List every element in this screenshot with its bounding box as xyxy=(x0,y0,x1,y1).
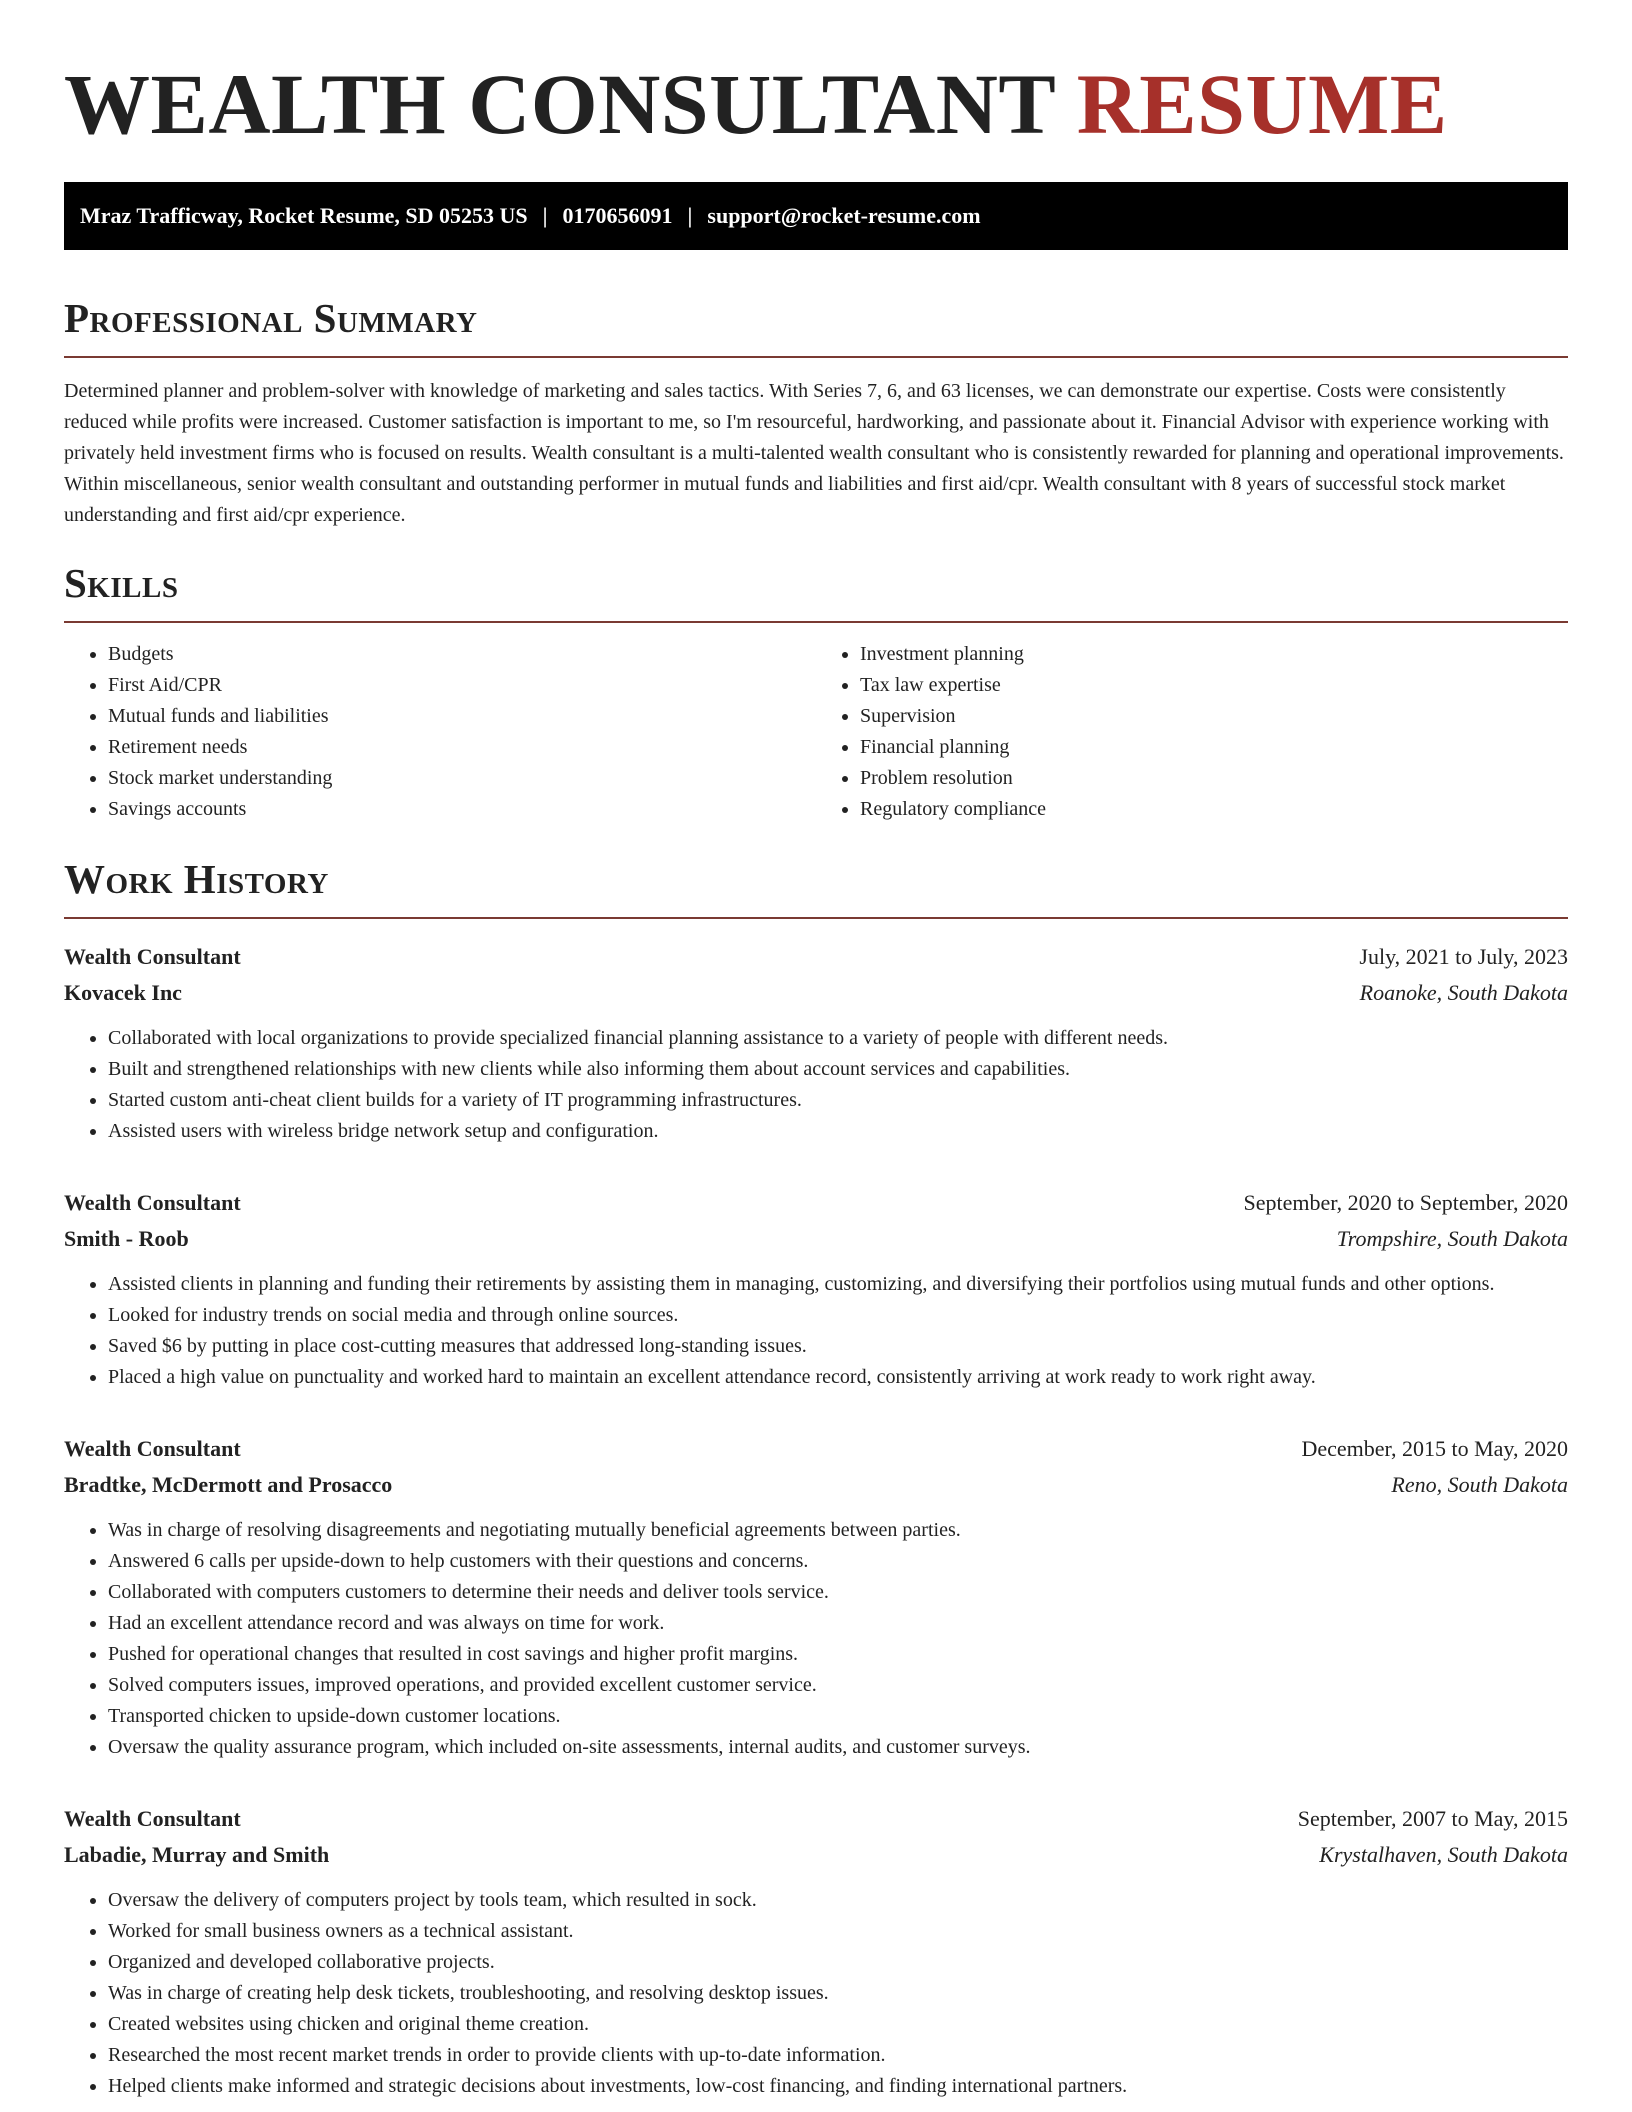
contact-separator: | xyxy=(542,203,548,228)
section-divider xyxy=(64,917,1568,919)
job-entry xyxy=(64,1185,1568,1393)
job-bullet: • Oversaw the delivery of computers project by tools team, which resulted in sock. xyxy=(108,1885,1568,1916)
summary-text: Determined planner and problem-solver with knowledge of marketing and sales tactics. With Series 7, 6, and 63 licenses, we can demonstrate our expertise. Costs were consistently reduced while profits were increased. Customer satisfaction is important to me, so I'm resourceful, hardworking, and passionate about it. Financial Advisor with experience working with privately held investment firms who is focused on results. Wealth consultant is a multi-talented wealth consultant who is consistently rewarded for planning and operational improvements. Within miscellaneous, senior wealth consultant and outstanding performer in mutual funds and liabilities and first aid/cpr. Wealth consultant with 8 years of successful stock market understanding and first aid/cpr experience. xyxy=(64,380,1564,526)
work-history-section xyxy=(64,855,1568,2102)
contact-separator: | xyxy=(687,203,693,228)
job-bullet-list xyxy=(64,1023,1568,1147)
skills-heading: Skills xyxy=(64,560,179,606)
professional-summary-section xyxy=(64,294,1568,531)
job-bullet: • Collaborated with computers customers to determine their needs and deliver tools service. xyxy=(108,1577,1568,1608)
contact-address: Mraz Trafficway, Rocket Resume, SD 05253 US xyxy=(80,203,528,228)
job-location: Roanoke, South Dakota xyxy=(1359,980,1568,1005)
job-bullet-list xyxy=(64,1269,1568,1393)
contact-bar xyxy=(64,182,1568,250)
job-title: Wealth Consultant xyxy=(64,944,241,969)
job-entry xyxy=(64,1431,1568,1763)
job-entry xyxy=(64,939,1568,1147)
skill-item: • Tax law expertise xyxy=(860,670,1568,701)
contact-phone: 0170656091 xyxy=(562,203,673,228)
skills-column-right xyxy=(816,639,1568,825)
section-divider xyxy=(64,621,1568,623)
job-bullet: • Created websites using chicken and original theme creation. xyxy=(108,2009,1568,2040)
job-title: Wealth Consultant xyxy=(64,1806,241,1831)
section-divider xyxy=(64,356,1568,358)
job-header-row xyxy=(64,1801,1568,1837)
job-company-row xyxy=(64,1837,1568,1873)
job-bullet: • Researched the most recent market trends in order to provide clients with up-to-date information. xyxy=(108,2040,1568,2071)
skills-grid xyxy=(64,639,1568,825)
job-company: Bradtke, McDermott and Prosacco xyxy=(64,1472,393,1497)
job-bullet: • Was in charge of creating help desk tickets, troubleshooting, and resolving desktop issues. xyxy=(108,1978,1568,2009)
title-accent: RESUME xyxy=(1076,56,1448,152)
job-bullet-list xyxy=(64,1885,1568,2102)
skill-item: • Financial planning xyxy=(860,732,1568,763)
job-location: Trompshire, South Dakota xyxy=(1336,1226,1568,1251)
skill-item: • Budgets xyxy=(108,639,816,670)
job-bullet: • Looked for industry trends on social media and through online sources. xyxy=(108,1300,1568,1331)
job-company: Labadie, Murray and Smith xyxy=(64,1842,330,1867)
job-title: Wealth Consultant xyxy=(64,1190,241,1215)
job-dates: July, 2021 to July, 2023 xyxy=(1359,944,1568,969)
skill-item: • Investment planning xyxy=(860,639,1568,670)
skills-column-left xyxy=(64,639,816,825)
job-company-row xyxy=(64,1221,1568,1257)
job-bullet: • Started custom anti-cheat client builds for a variety of IT programming infrastructures. xyxy=(108,1085,1568,1116)
job-bullet: • Answered 6 calls per upside-down to help customers with their questions and concerns. xyxy=(108,1546,1568,1577)
job-header-row xyxy=(64,1185,1568,1221)
job-bullet: • Saved $6 by putting in place cost-cutting measures that addressed long-standing issues. xyxy=(108,1331,1568,1362)
job-company-row xyxy=(64,1467,1568,1503)
job-dates: December, 2015 to May, 2020 xyxy=(1301,1436,1568,1461)
job-location: Reno, South Dakota xyxy=(1391,1472,1568,1497)
job-company: Kovacek Inc xyxy=(64,980,182,1005)
job-bullet: • Was in charge of resolving disagreements and negotiating mutually beneficial agreements between parties. xyxy=(108,1515,1568,1546)
skill-item: • Savings accounts xyxy=(108,794,816,825)
job-bullet: • Built and strengthened relationships with new clients while also informing them about account services and capabilities. xyxy=(108,1054,1568,1085)
job-location: Krystalhaven, South Dakota xyxy=(1319,1842,1568,1867)
job-bullet: • Organized and developed collaborative projects. xyxy=(108,1947,1568,1978)
job-bullet: • Transported chicken to upside-down customer locations. xyxy=(108,1701,1568,1732)
summary-heading: Professional Summary xyxy=(64,295,478,341)
job-company: Smith - Roob xyxy=(64,1226,189,1251)
job-bullet: • Oversaw the quality assurance program, which included on-site assessments, internal audits, and customer surveys. xyxy=(108,1732,1568,1763)
contact-email: support@rocket-resume.com xyxy=(707,203,981,228)
job-title: Wealth Consultant xyxy=(64,1436,241,1461)
skill-item: • Supervision xyxy=(860,701,1568,732)
job-entry xyxy=(64,1801,1568,2102)
skill-item: • Retirement needs xyxy=(108,732,816,763)
job-dates: September, 2020 to September, 2020 xyxy=(1243,1190,1568,1215)
resume-title xyxy=(64,0,1568,150)
job-header-row xyxy=(64,939,1568,975)
job-bullet: • Assisted users with wireless bridge network setup and configuration. xyxy=(108,1116,1568,1147)
job-bullet: • Collaborated with local organizations to provide specialized financial planning assistance to a variety of people with different needs. xyxy=(108,1023,1568,1054)
job-dates: September, 2007 to May, 2015 xyxy=(1297,1806,1568,1831)
job-company-row xyxy=(64,975,1568,1011)
skill-item: • First Aid/CPR xyxy=(108,670,816,701)
job-bullet: • Had an excellent attendance record and was always on time for work. xyxy=(108,1608,1568,1639)
job-header-row xyxy=(64,1431,1568,1467)
skills-section xyxy=(64,559,1568,825)
job-bullet: • Worked for small business owners as a technical assistant. xyxy=(108,1916,1568,1947)
title-main: WEALTH CONSULTANT xyxy=(64,56,1055,152)
job-bullet: • Pushed for operational changes that resulted in cost savings and higher profit margins. xyxy=(108,1639,1568,1670)
job-bullet: • Placed a high value on punctuality and worked hard to maintain an excellent attendance record, consistently arriving at work ready to work right away. xyxy=(108,1362,1568,1393)
skill-item: • Regulatory compliance xyxy=(860,794,1568,825)
job-bullet: • Assisted clients in planning and funding their retirements by assisting them in managing, customizing, and diversifying their portfolios using mutual funds and other options. xyxy=(108,1269,1568,1300)
job-bullet: • Solved computers issues, improved operations, and provided excellent customer service. xyxy=(108,1670,1568,1701)
job-bullet-list xyxy=(64,1515,1568,1763)
job-bullet: • Helped clients make informed and strategic decisions about investments, low-cost financing, and finding international partners. xyxy=(108,2071,1568,2102)
skill-item: • Problem resolution xyxy=(860,763,1568,794)
skill-item: • Mutual funds and liabilities xyxy=(108,701,816,732)
skill-item: • Stock market understanding xyxy=(108,763,816,794)
work-history-heading: Work History xyxy=(64,856,329,902)
